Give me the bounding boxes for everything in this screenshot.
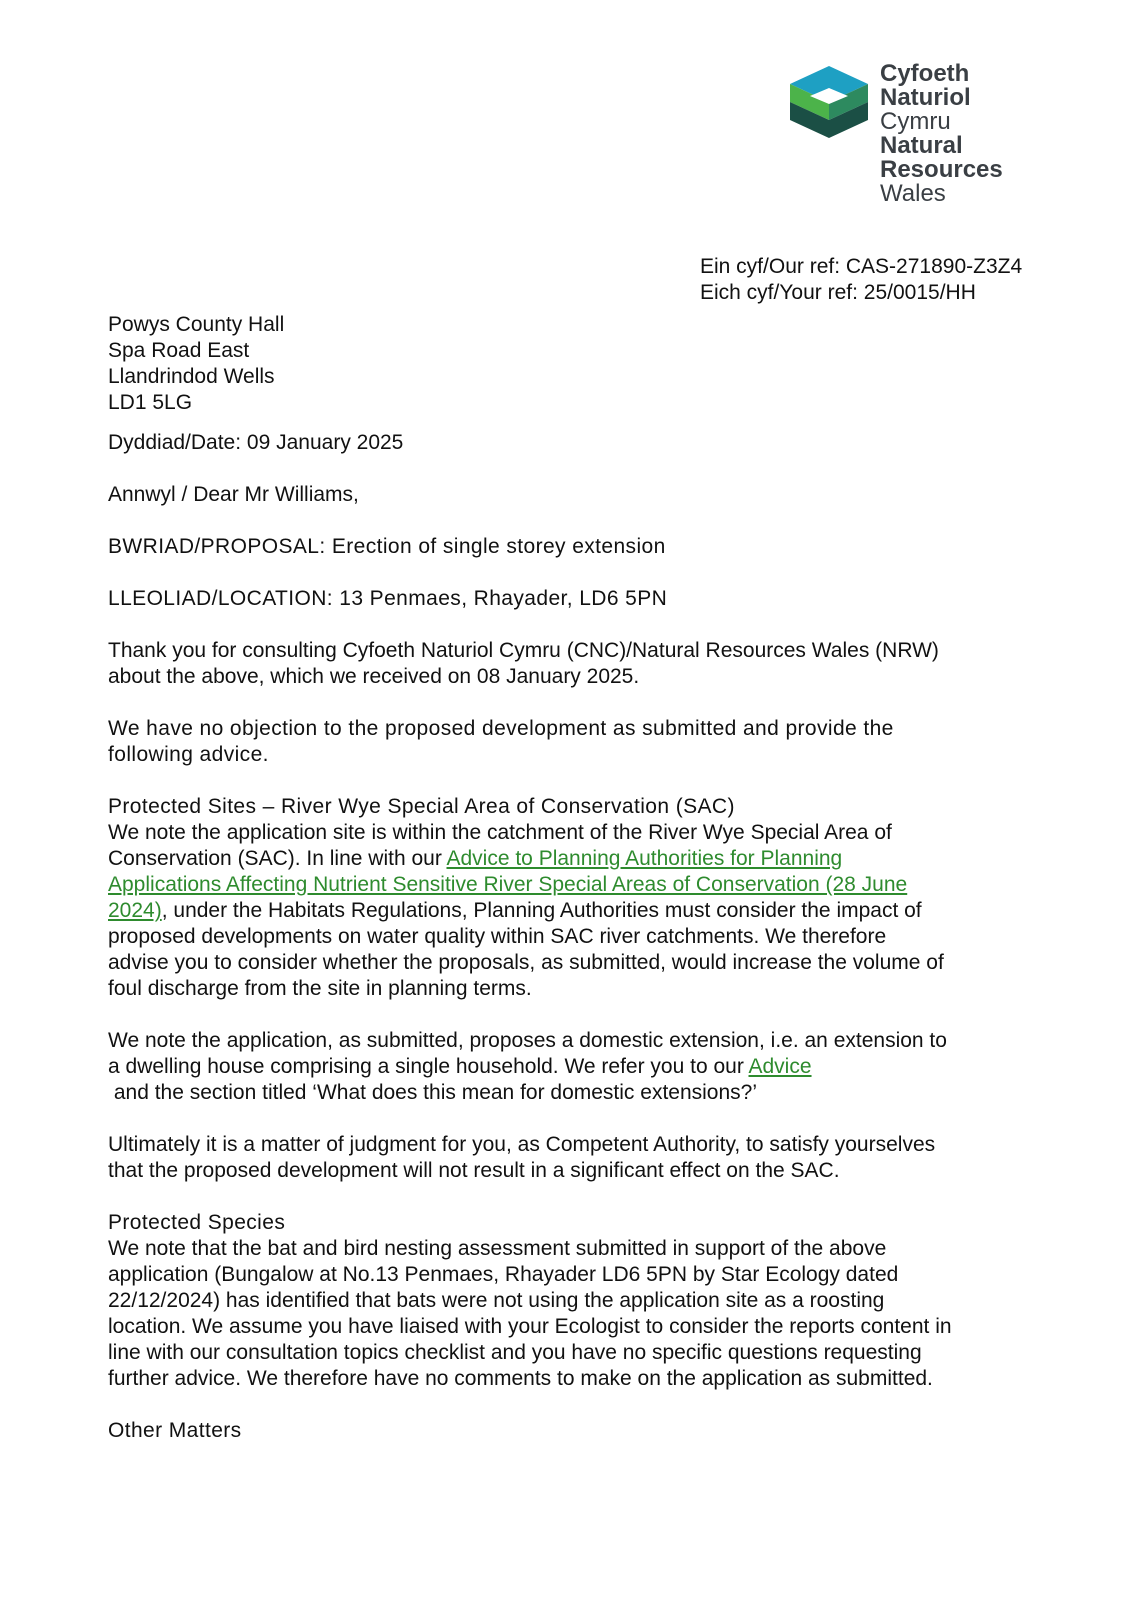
sac-heading: Protected Sites – River Wye Special Area of Conservation (SAC) xyxy=(108,795,735,818)
address-line-2: Spa Road East xyxy=(108,339,250,362)
salutation: Annwyl / Dear Mr Williams, xyxy=(108,483,359,506)
logo-line-1: Cyfoeth xyxy=(880,60,970,87)
domestic-line-2 xyxy=(108,1054,1038,1080)
sac-line-2-text: Conservation (SAC). In line with our xyxy=(108,847,447,870)
domestic-line-1: We note the application, as submitted, proposes a domestic extension, i.e. an extension to xyxy=(108,1029,947,1052)
reference-block xyxy=(700,254,1022,306)
domestic-line-3: and the section titled ‘What does this mean for domestic extensions?’ xyxy=(108,1081,758,1104)
domestic-line-2-text: a dwelling house comprising a single household. We refer you to our xyxy=(108,1055,749,1078)
intro-paragraph xyxy=(108,638,1038,690)
species-line-1: We note that the bat and bird nesting assessment submitted in support of the above xyxy=(108,1237,887,1260)
proposal: BWRIAD/PROPOSAL: Erection of single storey extension xyxy=(108,535,666,558)
our-ref: Ein cyf/Our ref: CAS-271890-Z3Z4 xyxy=(700,255,1023,278)
species-line-3: 22/12/2024) has identified that bats were not using the application site as a roosting xyxy=(108,1289,885,1312)
sac-line-2 xyxy=(108,846,1038,872)
logo-line-3: Cymru xyxy=(880,108,951,135)
sac-advice-link-part-2[interactable]: Applications Affecting Nutrient Sensitive River Special Areas of Conservation (28 June xyxy=(108,873,908,896)
sac-line-4 xyxy=(108,898,1038,924)
address-line-1: Powys County Hall xyxy=(108,313,285,336)
nrw-logo xyxy=(790,62,1030,222)
species-heading: Protected Species xyxy=(108,1211,286,1234)
no-objection-paragraph xyxy=(108,716,1038,768)
nrw-logo-icon xyxy=(790,66,868,138)
letter-date: Dyddiad/Date: 09 January 2025 xyxy=(108,431,404,454)
sac-line-1: We note the application site is within the catchment of the River Wye Special Area of xyxy=(108,821,892,844)
recipient-address xyxy=(108,312,1038,416)
judgment-line-2: that the proposed development will not result in a significant effect on the SAC. xyxy=(108,1159,840,1182)
species-line-6: further advice. We therefore have no comments to make on the application as submitted. xyxy=(108,1367,933,1390)
sac-line-5: proposed developments on water quality within SAC river catchments. We therefore xyxy=(108,925,887,948)
intro-line-2: about the above, which we received on 08 January 2025. xyxy=(108,665,640,688)
sac-line-6: advise you to consider whether the proposals, as submitted, would increase the volume of xyxy=(108,951,944,974)
logo-wordmark xyxy=(880,62,1003,206)
species-line-4: location. We assume you have liaised with your Ecologist to consider the reports content in xyxy=(108,1315,952,1338)
judgment-paragraph xyxy=(108,1132,1038,1184)
intro-line-1: Thank you for consulting Cyfoeth Naturiol Cymru (CNC)/Natural Resources Wales (NRW) xyxy=(108,639,939,662)
domestic-paragraph xyxy=(108,1028,1038,1106)
logo-line-4: Natural xyxy=(880,132,963,159)
species-line-5: line with our consultation topics checklist and you have no specific questions requesting xyxy=(108,1341,922,1364)
address-line-3: Llandrindod Wells xyxy=(108,365,275,388)
location: LLEOLIAD/LOCATION: 13 Penmaes, Rhayader, LD6 5PN xyxy=(108,587,668,610)
sac-advice-link-part-1[interactable]: Advice to Planning Authorities for Planning xyxy=(446,847,843,870)
letter-body xyxy=(108,312,1038,1444)
logo-line-5: Resources xyxy=(880,156,1003,183)
no-objection-line-2: following advice. xyxy=(108,743,269,766)
your-ref: Eich cyf/Your ref: 25/0015/HH xyxy=(700,281,976,304)
sac-section xyxy=(108,794,1038,1002)
sac-line-3 xyxy=(108,872,1038,898)
judgment-line-1: Ultimately it is a matter of judgment for you, as Competent Authority, to satisfy yourselves xyxy=(108,1133,936,1156)
species-line-2: application (Bungalow at No.13 Penmaes, Rhayader LD6 5PN by Star Ecology dated xyxy=(108,1263,899,1286)
domestic-advice-link[interactable]: Advice xyxy=(748,1055,812,1078)
sac-line-4-text: , under the Habitats Regulations, Planning Authorities must consider the impact of xyxy=(161,899,922,922)
sac-advice-link-part-3[interactable]: 2024) xyxy=(108,899,162,922)
address-line-4: LD1 5LG xyxy=(108,391,193,414)
no-objection-line-1: We have no objection to the proposed development as submitted and provide the xyxy=(108,717,894,740)
logo-line-2: Naturiol xyxy=(880,84,971,111)
sac-line-7: foul discharge from the site in planning terms. xyxy=(108,977,532,1000)
other-matters-heading: Other Matters xyxy=(108,1419,242,1442)
logo-line-6: Wales xyxy=(880,180,946,207)
species-section xyxy=(108,1210,1038,1392)
